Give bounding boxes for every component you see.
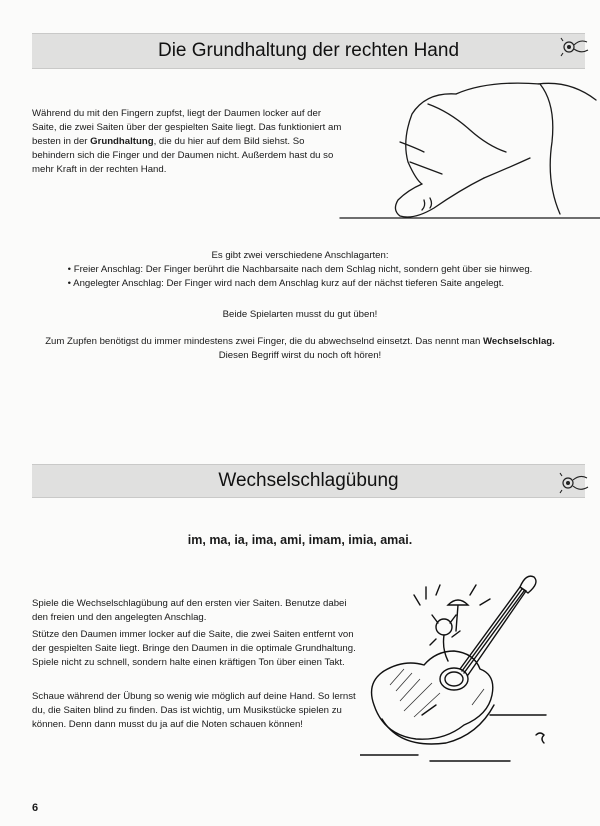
section-title-banner (32, 33, 585, 69)
hand-illustration (338, 82, 600, 224)
list-item: • Angelegter Anschlag: Der Finger wird nach dem Anschlag kurz auf der nächst tieferen Saite angelegt. (68, 277, 533, 291)
page-number: 6 (32, 802, 39, 814)
stroke-types-list (68, 263, 533, 291)
intro-paragraph: Während du mit den Fingern zupfst, liegt der Daumen locker auf der Saite, die zwei Saiten über der gespielten Saite liegt. Das funktioniert am besten in der Grundhaltung, die du hier auf dem Bild siehst. So behindern sich die Finger und der Daumen nicht. Außerdem hast du so mehr Kraft in der rechten Hand. (32, 108, 342, 175)
practice-note: Beide Spielarten musst du gut üben! (222, 309, 378, 320)
term-grundhaltung: Grundhaltung (90, 136, 154, 147)
exercise-pattern: im, ma, ia, ima, ami, imam, imia, amai. (187, 533, 413, 547)
section-title: Wechselschlagübung (218, 470, 399, 491)
section-title-banner (32, 464, 585, 498)
guitar-mouse-illustration (360, 565, 550, 765)
wechselschlag-note: Zum Zupfen benötigst du immer mindestens zwei Finger, die du abwechselnd einsetzt. Das nennt man Wechselschlag. Diesen Begriff wirst du noch oft hören! (45, 336, 555, 361)
section-title: Die Grundhaltung der rechten Hand (157, 40, 460, 61)
exercise-paragraph: Schaue während der Übung so wenig wie möglich auf deine Hand. So lernst du, die Saiten blind zu finden. Das ist wichtig, um Musikstücke spielen zu können. Denn dann musst du ja auf die Noten schauen können! (32, 691, 356, 730)
list-item: • Freier Anschlag: Der Finger berührt die Nachbarsaite nach dem Schlag nicht, sondern geht über sie hinweg. (68, 263, 533, 277)
stroke-types-heading: Es gibt zwei verschiedene Anschlagarten: (211, 250, 389, 261)
ornament-icon (558, 470, 590, 496)
term-wechselschlag: Wechselschlag. (483, 336, 555, 347)
exercise-paragraph: Stütze den Daumen immer locker auf die Saite, die zwei Saiten entfernt von der gespielten Saite liegt. Bringe den Daumen in die optimale Grundhaltung. Spiele nicht zu schnell, sondern halte einen kräftigen Ton über einen Takt. (32, 629, 356, 668)
ornament-icon (560, 36, 590, 58)
exercise-paragraph: Spiele die Wechselschlagübung auf den ersten vier Saiten. Benutze dabei den freien und den angelegten Anschlag. (32, 598, 347, 623)
stroke-types (30, 249, 570, 291)
